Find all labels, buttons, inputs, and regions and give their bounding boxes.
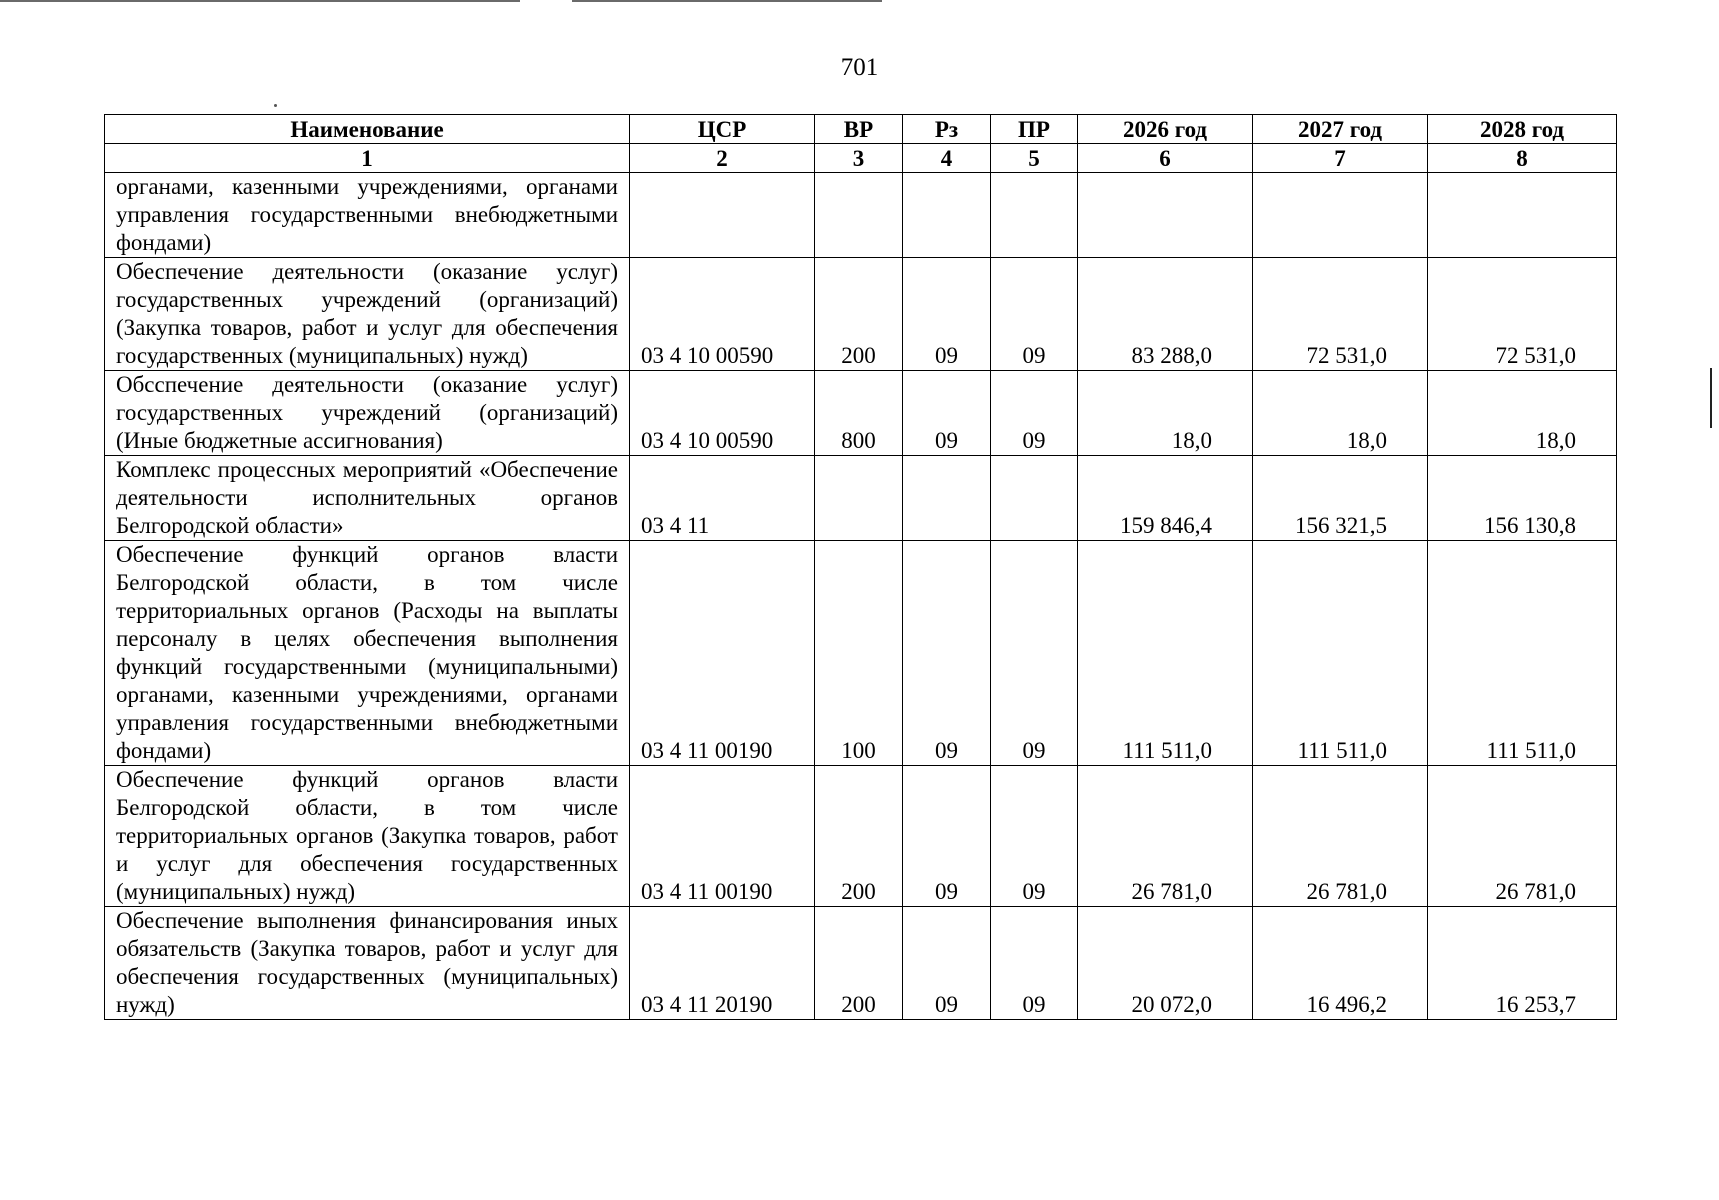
row-name: Комплекс процессных мероприятий «Обеспечение деятельности исполнительных органов Белгородской области» xyxy=(105,456,630,541)
table-row xyxy=(105,541,1617,766)
header-name: Наименование xyxy=(105,115,630,144)
row-vr xyxy=(815,456,903,541)
header-2027: 2027 год xyxy=(1253,115,1428,144)
row-2026: 18,0 xyxy=(1078,371,1253,456)
row-2026: 20 072,0 xyxy=(1078,907,1253,1020)
table-header-row xyxy=(105,115,1617,144)
row-2028 xyxy=(1428,173,1617,258)
column-number: 5 xyxy=(991,144,1078,173)
row-csr: 03 4 11 20190 xyxy=(630,907,815,1020)
row-2027: 156 321,5 xyxy=(1253,456,1428,541)
row-csr: 03 4 11 00190 xyxy=(630,541,815,766)
header-pr: ПР xyxy=(991,115,1078,144)
row-name: Обеспечение функций органов власти Белгородской области, в том числе территориальных органов (Расходы на выплаты персоналу в целях обеспечения выполнения функций государственными (муниципальными) органами, казенными учреждениями, органами управления государственными внебюджетными фондами) xyxy=(105,541,630,766)
row-2028: 16 253,7 xyxy=(1428,907,1617,1020)
row-name: органами, казенными учреждениями, органами управления государственными внебюджетными фондами) xyxy=(105,173,630,258)
row-csr: 03 4 10 00590 xyxy=(630,258,815,371)
row-2026 xyxy=(1078,173,1253,258)
column-number: 7 xyxy=(1253,144,1428,173)
row-2027: 111 511,0 xyxy=(1253,541,1428,766)
row-2026: 111 511,0 xyxy=(1078,541,1253,766)
row-rz: 09 xyxy=(903,371,991,456)
row-csr: 03 4 11 00190 xyxy=(630,766,815,907)
row-2028: 72 531,0 xyxy=(1428,258,1617,371)
table-row xyxy=(105,907,1617,1020)
row-rz xyxy=(903,456,991,541)
row-2028: 111 511,0 xyxy=(1428,541,1617,766)
column-number: 2 xyxy=(630,144,815,173)
row-2026: 83 288,0 xyxy=(1078,258,1253,371)
row-csr: 03 4 11 xyxy=(630,456,815,541)
row-2027: 26 781,0 xyxy=(1253,766,1428,907)
row-name: Обеспечение деятельности (оказание услуг) государственных учреждений (организаций) (Закупка товаров, работ и услуг для обеспечения государственных (муниципальных) нужд) xyxy=(105,258,630,371)
column-number-row xyxy=(105,144,1617,173)
row-pr: 09 xyxy=(991,541,1078,766)
row-2026: 159 846,4 xyxy=(1078,456,1253,541)
row-2026: 26 781,0 xyxy=(1078,766,1253,907)
scan-edge-line xyxy=(572,0,882,2)
row-csr xyxy=(630,173,815,258)
row-rz: 09 xyxy=(903,541,991,766)
row-pr xyxy=(991,456,1078,541)
column-number: 3 xyxy=(815,144,903,173)
row-2027: 72 531,0 xyxy=(1253,258,1428,371)
header-vr: ВР xyxy=(815,115,903,144)
row-vr: 200 xyxy=(815,907,903,1020)
row-name: Обеспечение функций органов власти Белгородской области, в том числе территориальных органов (Закупка товаров, работ и услуг для обеспечения государственных (муниципальных) нужд) xyxy=(105,766,630,907)
row-rz xyxy=(903,173,991,258)
table-row xyxy=(105,456,1617,541)
page-number: 701 xyxy=(840,54,879,81)
row-2027 xyxy=(1253,173,1428,258)
row-csr: 03 4 10 00590 xyxy=(630,371,815,456)
header-csr: ЦСР xyxy=(630,115,815,144)
row-vr: 200 xyxy=(815,766,903,907)
row-vr: 200 xyxy=(815,258,903,371)
margin-mark xyxy=(1710,368,1712,428)
column-number: 4 xyxy=(903,144,991,173)
table-row xyxy=(105,371,1617,456)
row-pr: 09 xyxy=(991,258,1078,371)
row-vr: 100 xyxy=(815,541,903,766)
row-pr: 09 xyxy=(991,766,1078,907)
header-rz: Рз xyxy=(903,115,991,144)
scan-edge-line xyxy=(0,0,520,2)
row-2028: 156 130,8 xyxy=(1428,456,1617,541)
table-row xyxy=(105,766,1617,907)
column-number: 8 xyxy=(1428,144,1617,173)
header-2028: 2028 год xyxy=(1428,115,1617,144)
budget-table xyxy=(104,114,1617,1020)
row-rz: 09 xyxy=(903,907,991,1020)
row-pr xyxy=(991,173,1078,258)
row-rz: 09 xyxy=(903,766,991,907)
table-row xyxy=(105,173,1617,258)
row-2028: 26 781,0 xyxy=(1428,766,1617,907)
column-number: 1 xyxy=(105,144,630,173)
row-2027: 18,0 xyxy=(1253,371,1428,456)
row-name: Обеспечение выполнения финансирования иных обязательств (Закупка товаров, работ и услуг для обеспечения государственных (муниципальных) нужд) xyxy=(105,907,630,1020)
row-vr xyxy=(815,173,903,258)
stray-mark xyxy=(274,104,277,107)
row-2028: 18,0 xyxy=(1428,371,1617,456)
row-vr: 800 xyxy=(815,371,903,456)
row-pr: 09 xyxy=(991,371,1078,456)
row-2027: 16 496,2 xyxy=(1253,907,1428,1020)
header-2026: 2026 год xyxy=(1078,115,1253,144)
column-number: 6 xyxy=(1078,144,1253,173)
row-rz: 09 xyxy=(903,258,991,371)
row-name: Обсспечение деятельности (оказание услуг) государственных учреждений (организаций) (Иные бюджетные ассигнования) xyxy=(105,371,630,456)
table-row xyxy=(105,258,1617,371)
row-pr: 09 xyxy=(991,907,1078,1020)
